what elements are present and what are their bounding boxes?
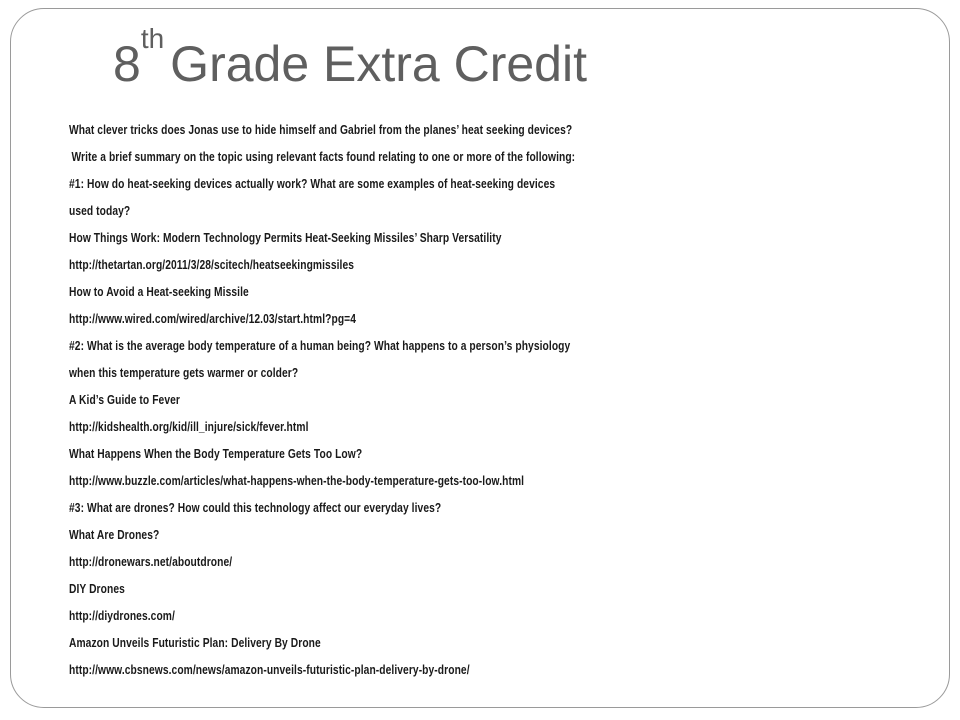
resource-url[interactable]: http://thetartan.org/2011/3/28/scitech/heatseekingmissiles	[69, 258, 355, 272]
title-superscript: th	[140, 23, 165, 54]
slide-title	[113, 23, 587, 95]
slide-frame	[10, 8, 950, 708]
title-number: 8	[113, 36, 141, 92]
question-line: What clever tricks does Jonas use to hide himself and Gabriel from the planes’ heat seeking devices?	[69, 123, 573, 137]
resource-url[interactable]: http://www.buzzle.com/articles/what-happens-when-the-body-temperature-gets-too-low.html	[69, 474, 525, 488]
topic-2-line: #2: What is the average body temperature of a human being? What happens to a person’s physiology	[69, 339, 571, 353]
resource-title: What Happens When the Body Temperature Gets Too Low?	[69, 447, 363, 461]
resource-url[interactable]: http://www.wired.com/wired/archive/12.03/start.html?pg=4	[69, 312, 357, 326]
resource-url[interactable]: http://kidshealth.org/kid/ill_injure/sick/fever.html	[69, 420, 309, 434]
topic-3-line: #3: What are drones? How could this technology affect our everyday lives?	[69, 501, 442, 515]
resource-url[interactable]: http://www.cbsnews.com/news/amazon-unveils-futuristic-plan-delivery-by-drone/	[69, 663, 470, 677]
resource-title: What Are Drones?	[69, 528, 160, 542]
title-text: Grade Extra Credit	[170, 36, 587, 92]
topic-2-continued: when this temperature gets warmer or colder?	[69, 366, 299, 380]
resource-title: How to Avoid a Heat-seeking Missile	[69, 285, 249, 299]
resource-title: How Things Work: Modern Technology Permits Heat-Seeking Missiles’ Sharp Versatility	[69, 231, 502, 245]
resource-title: A Kid’s Guide to Fever	[69, 393, 180, 407]
topic-1-continued: used today?	[69, 204, 131, 218]
resource-url[interactable]: http://diydrones.com/	[69, 609, 175, 623]
resource-title: DIY Drones	[69, 582, 125, 596]
topic-1-line: #1: How do heat-seeking devices actually work? What are some examples of heat-seeking devices	[69, 177, 556, 191]
instruction-line: Write a brief summary on the topic using relevant facts found relating to one or more of the following:	[71, 150, 576, 164]
slide-body	[69, 117, 949, 684]
resource-url[interactable]: http://dronewars.net/aboutdrone/	[69, 555, 233, 569]
resource-title: Amazon Unveils Futuristic Plan: Delivery By Drone	[69, 636, 321, 650]
